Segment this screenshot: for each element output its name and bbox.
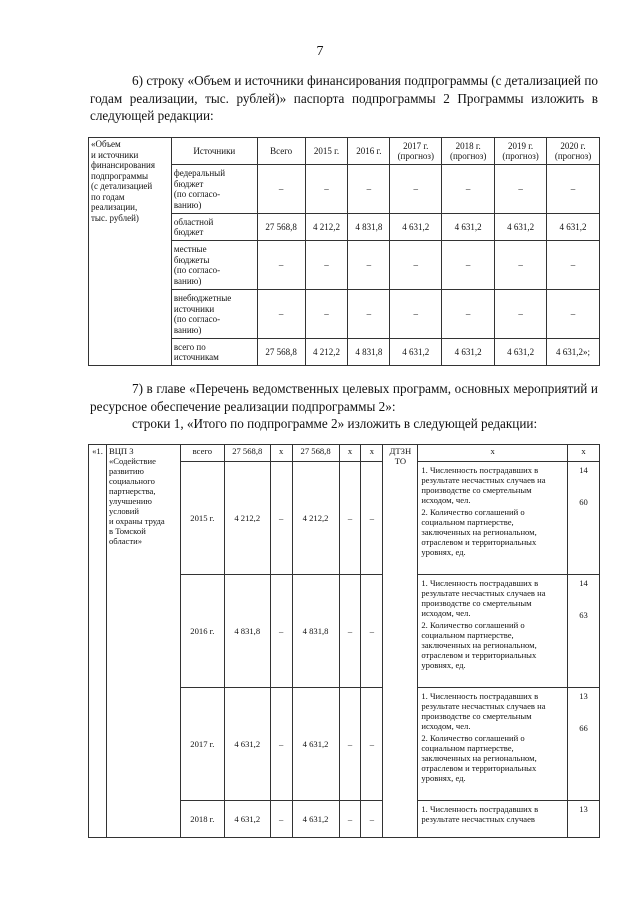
value-cell: – [305, 241, 348, 290]
paragraph-7-sub-text: строки 1, «Итого по подпрограмме 2» изложить в следующей редакции: [132, 416, 538, 431]
intro-line: финансирования [91, 160, 155, 170]
indicator-cell [418, 575, 568, 688]
value-cell: – [348, 241, 390, 290]
value-cell: 4 631,2 [442, 214, 495, 241]
intro-line: подпрограммы [91, 170, 149, 181]
value-cell: – [547, 241, 600, 290]
column-header: Всего [257, 138, 305, 165]
cell-loc: – [339, 575, 361, 688]
indicator-value: 13 [579, 691, 588, 701]
intro-line: тыс. рублей) [91, 212, 139, 223]
source-line: областной [173, 216, 214, 227]
source-cell [171, 165, 257, 214]
intro-line: (с детализацией [91, 181, 153, 191]
intro-line: реализации, [91, 202, 138, 212]
indicator-value-cell [568, 688, 600, 801]
cell-fed: x [270, 445, 292, 462]
paragraph-6 [90, 72, 598, 125]
program-line: в Томской [108, 526, 146, 536]
value-cell: – [442, 290, 495, 339]
cell-total: 4 212,2 [224, 462, 270, 575]
value-cell: 4 631,2 [390, 339, 442, 366]
value-cell: – [348, 165, 390, 214]
value-cell: – [348, 290, 390, 339]
program-table [88, 444, 600, 838]
value-cell: 4 631,2 [390, 214, 442, 241]
indicator-text: 1. Численность пострадавших в результате несчастных случаев на производстве со смертельным исходом, чел. [421, 691, 546, 731]
value-cell: – [390, 241, 442, 290]
cell-ext: – [361, 688, 383, 801]
source-line: бюджет [173, 178, 204, 189]
cell-total: 27 568,8 [224, 445, 270, 462]
value-cell: – [495, 290, 547, 339]
paragraph-7-text: 7) в главе «Перечень ведомственных целевых программ, основных мероприятий и ресурсное обеспечение реализации подпрограммы 2»: [90, 381, 598, 414]
value-cell: – [305, 165, 348, 214]
source-line: источники [173, 303, 215, 314]
source-line: федеральный [173, 168, 226, 178]
indicator-text: 1. Численность пострадавших в результате несчастных случаев на производстве со смертельным исходом, чел. [421, 465, 546, 505]
value-cell: – [305, 290, 348, 339]
cell-year: 2017 г. [180, 688, 224, 801]
intro-line: «Объем [91, 139, 121, 149]
value-cell: 4 631,2 [495, 339, 547, 366]
cell-reg: 27 568,8 [292, 445, 339, 462]
cell-loc: – [339, 801, 361, 838]
source-cell [171, 339, 257, 366]
cell-year: всего [180, 445, 224, 462]
paragraph-7-sub [90, 415, 598, 433]
value-cell: – [390, 165, 442, 214]
source-line: всего по [173, 341, 206, 352]
cell-total: 4 831,8 [224, 575, 270, 688]
value-cell: 4 212,2 [305, 214, 348, 241]
indicator-value: 63 [579, 610, 588, 620]
cell-ext: – [361, 462, 383, 575]
value-cell: – [390, 290, 442, 339]
source-line: ванию) [173, 199, 202, 210]
indicator-value: 60 [579, 497, 588, 507]
program-line: «Содействие [108, 456, 156, 466]
cell-total: 4 631,2 [224, 801, 270, 838]
value-cell: – [495, 165, 547, 214]
column-header: 2015 г. [305, 138, 348, 165]
value-cell: 27 568,8 [257, 214, 305, 241]
indicator-value-cell [568, 462, 600, 575]
indicator-cell [418, 801, 568, 838]
source-line: ванию) [173, 275, 202, 286]
value-cell: – [495, 241, 547, 290]
value-cell: 27 568,8 [257, 339, 305, 366]
cell-year: 2018 г. [180, 801, 224, 838]
table-row [89, 445, 600, 462]
cell-year: 2015 г. [180, 462, 224, 575]
source-line: ванию) [173, 324, 202, 335]
indicator-value: 13 [579, 804, 588, 814]
indicator-value-cell [568, 575, 600, 688]
value-cell: 4 631,2»; [547, 339, 600, 366]
column-header: Источники [171, 138, 257, 165]
source-line: (по согласо- [173, 314, 221, 324]
row-number: «1. [89, 445, 107, 838]
cell-year: 2016 г. [180, 575, 224, 688]
page-number: 7 [316, 44, 324, 59]
program-line: области» [108, 536, 143, 546]
paragraph-7 [90, 380, 598, 415]
cell-fed: – [270, 462, 292, 575]
source-line: (по согласо- [173, 189, 221, 199]
program-line: развитию [108, 466, 144, 476]
source-cell [171, 241, 257, 290]
indicator-value: 66 [579, 723, 588, 733]
cell-total: 4 631,2 [224, 688, 270, 801]
indicator-cell [418, 688, 568, 801]
indicator-cell [418, 462, 568, 575]
value-cell: 4 631,2 [547, 214, 600, 241]
cell-loc: – [339, 688, 361, 801]
value-cell: – [547, 290, 600, 339]
executor-cell: ДТЗН ТО [383, 445, 418, 838]
cell-indicator: x [418, 445, 568, 462]
indicator-text: 1. Численность пострадавших в результате несчастных случаев на производстве со смертельным исходом, чел. [421, 578, 546, 618]
cell-fed: – [270, 688, 292, 801]
value-cell: 4 631,2 [495, 214, 547, 241]
cell-fed: – [270, 801, 292, 838]
cell-reg: 4 631,2 [292, 801, 339, 838]
value-cell: 4 831,8 [348, 339, 390, 366]
source-line: бюджеты [173, 254, 210, 265]
indicator-value-cell [568, 801, 600, 838]
column-header: 2018 г. (прогноз) [442, 138, 495, 165]
source-line: (по согласо- [173, 265, 221, 275]
cell-ext: – [361, 801, 383, 838]
column-header: 2017 г. (прогноз) [390, 138, 442, 165]
source-line: внебюджетные [173, 293, 232, 303]
intro-line: по годам [91, 191, 125, 202]
program-name [106, 445, 180, 838]
source-line: источникам [173, 352, 219, 362]
cell-ext: – [361, 575, 383, 688]
subprogram-financing-label [89, 138, 172, 366]
cell-reg: 4 212,2 [292, 462, 339, 575]
paragraph-6-text: 6) строку «Объем и источники финансирования подпрограммы (с детализацией по годам реализации, тыс. рублей)» паспорта подпрограммы 2 Программы изложить в следующей редакции: [90, 73, 598, 123]
program-line: партнерства, [108, 486, 156, 496]
program-line: и охраны труда [108, 516, 165, 526]
value-cell: – [442, 165, 495, 214]
indicator-text: 2. Количество соглашений о социальном партнерстве, заключенных на региональном, отраслевом и территориальных уровнях, ед. [421, 733, 537, 783]
value-cell: – [547, 165, 600, 214]
value-cell: – [442, 241, 495, 290]
column-header: 2019 г. (прогноз) [495, 138, 547, 165]
value-cell: – [257, 290, 305, 339]
cell-reg: 4 631,2 [292, 688, 339, 801]
value-cell: – [257, 241, 305, 290]
indicator-value: 14 [579, 465, 588, 475]
value-cell: 4 212,2 [305, 339, 348, 366]
source-cell [171, 214, 257, 241]
indicator-text: 1. Численность пострадавших в результате несчастных случаев [421, 804, 539, 824]
indicator-value: 14 [579, 578, 588, 588]
table-header-row [89, 138, 600, 165]
program-line: ВЦП 3 [108, 446, 134, 456]
intro-line: и источники [91, 149, 139, 160]
column-header: 2020 г. (прогноз) [547, 138, 600, 165]
column-header: 2016 г. [348, 138, 390, 165]
program-line: улучшению [108, 496, 152, 506]
cell-loc: – [339, 462, 361, 575]
source-line: бюджет [173, 227, 204, 237]
cell-fed: – [270, 575, 292, 688]
indicator-text: 2. Количество соглашений о социальном партнерстве, заключенных на региональном, отраслевом и территориальных уровнях, ед. [421, 507, 537, 557]
cell-ext: x [361, 445, 383, 462]
program-line: социального [108, 476, 155, 486]
cell-reg: 4 831,8 [292, 575, 339, 688]
source-cell [171, 290, 257, 339]
value-cell: 4 831,8 [348, 214, 390, 241]
cell-loc: x [339, 445, 361, 462]
source-line: местные [173, 244, 207, 254]
indicator-text: 2. Количество соглашений о социальном партнерстве, заключенных на региональном, отраслевом и территориальных уровнях, ед. [421, 620, 537, 670]
financing-table [88, 137, 600, 366]
cell-value: x [568, 445, 600, 462]
program-line: условий [108, 506, 139, 516]
value-cell: – [257, 165, 305, 214]
value-cell: 4 631,2 [442, 339, 495, 366]
